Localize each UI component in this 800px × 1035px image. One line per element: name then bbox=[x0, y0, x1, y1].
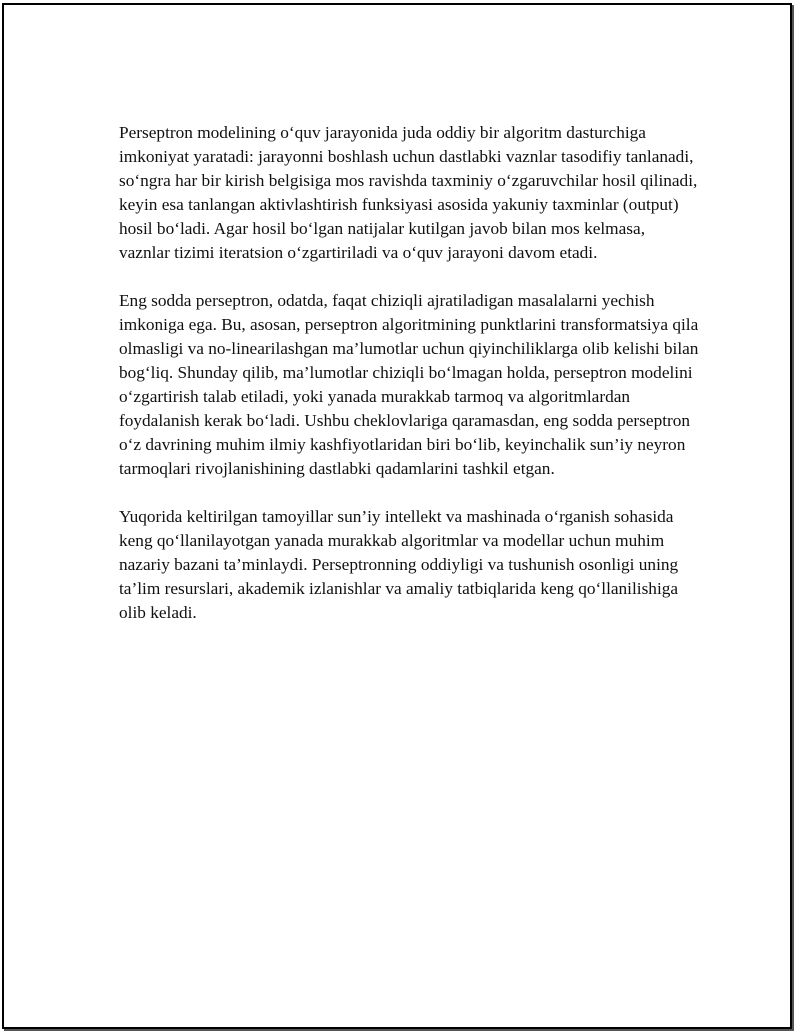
paragraph-1: Perseptron modelining o‘quv jarayonida juda oddiy bir algoritm dasturchiga imkoniyat yaratadi: jarayonni boshlash uchun dastlabki vaznlar tasodifiy tanlanadi, so‘ngra har bir kirish belgisiga mos ravishda taxminiy o‘zgaruvchilar hosil qilinadi, keyin esa tanlangan aktivlashtirish funksiyasi asosida yakuniy taxminlar (output) hosil bo‘ladi. Agar hosil bo‘lgan natijalar kutilgan javob bilan mos kelmasa, vaznlar tizimi iteratsion o‘zgartiriladi va o‘quv jarayoni davom etadi. bbox=[119, 123, 698, 262]
document-body bbox=[119, 121, 699, 649]
document-page bbox=[2, 3, 792, 1029]
paragraph-2: Eng sodda perseptron, odatda, faqat chiziqli ajratiladigan masalalarni yechish imkoniga ega. Bu, asosan, perseptron algoritmining punktlarini transformatsiya qila olmasligi va no-linearilashgan ma’lumotlar uchun qiyinchiliklarga olib kelishi bilan bog‘liq. Shunday qilib, ma’lumotlar chiziqli bo‘lmagan holda, perseptron modelini o‘zgartirish talab etiladi, yoki yanada murakkab tarmoq va algoritmlardan foydalanish kerak bo‘ladi. Ushbu cheklovlariga qaramasdan, eng sodda perseptron o‘z davrining muhim ilmiy kashfiyotlaridan biri bo‘lib, keyinchalik sun’iy neyron tarmoqlari rivojlanishining dastlabki qadamlarini tashkil etgan. bbox=[119, 291, 699, 478]
paragraph-3: Yuqorida keltirilgan tamoyillar sun’iy intellekt va mashinada o‘rganish sohasida keng qo‘llanilayotgan yanada murakkab algoritmlar va modellar uchun muhim nazariy bazani ta’minlaydi. Perseptronning oddiyligi va tushunish osonligi uning ta’lim resurslari, akademik izlanishlar va amaliy tatbiqlarida keng qo‘llanilishiga olib keladi. bbox=[119, 507, 679, 622]
